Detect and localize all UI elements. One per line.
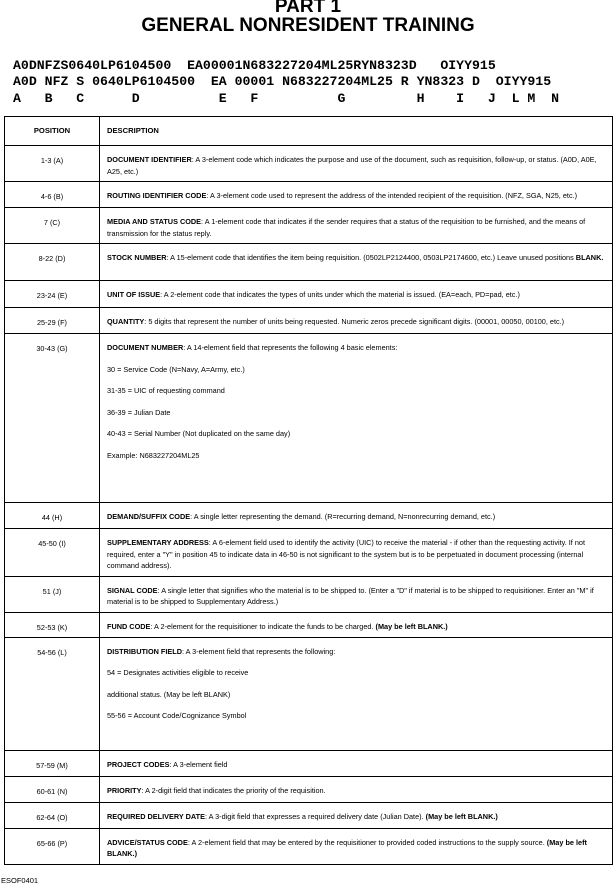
- description-text: [107, 216, 608, 239]
- description-cell: [100, 529, 613, 577]
- position-cell: 25-29 (F): [5, 308, 100, 334]
- description-text: [107, 837, 608, 860]
- field-label: SIGNAL CODE: [107, 585, 158, 595]
- position-cell: 30-43 (G): [5, 334, 100, 503]
- field-label: PROJECT CODES: [107, 759, 170, 769]
- field-label: PRIORITY: [107, 785, 142, 795]
- position-description-table: [4, 116, 613, 865]
- description-cell: [100, 750, 613, 776]
- description-text: [107, 759, 608, 771]
- table-row: [5, 576, 613, 612]
- description-cell: [100, 308, 613, 334]
- field-description: : A 3-element field: [169, 759, 228, 769]
- field-description: : A 15-element code that identifies the item being requisition. (0502LP2124400, 0503LP2174600, etc.) Leave unused positions: [166, 253, 576, 262]
- field-description: : A 14-element field that represents the following 4 basic elements:: [183, 343, 398, 352]
- description-text: [107, 252, 608, 264]
- field-description: : A 2-element for the requisitioner to indicate the funds to be charged.: [150, 621, 376, 631]
- table-row: [5, 802, 613, 828]
- position-cell: 4-6 (B): [5, 182, 100, 208]
- description-cell: [100, 244, 613, 281]
- sub-element-line: 30 = Service Code (N=Navy, A=Army, etc.): [107, 364, 245, 374]
- field-label: QUANTITY: [107, 317, 145, 326]
- field-label: UNIT OF ISSUE: [107, 290, 161, 299]
- document-code: ESOF0401: [1, 876, 39, 885]
- table-header-row: [5, 117, 613, 146]
- field-description: : A 2-digit field that indicates the priority of the requisition.: [141, 785, 326, 795]
- position-cell: 45-50 (I): [5, 529, 100, 577]
- description-text: [107, 811, 608, 823]
- field-description: : A 3-element code which indicates the purpose and use of the document, such as requisition, follow-up, or status. (A0D, A0E, A25, etc.): [107, 155, 597, 176]
- description-cell: [100, 208, 613, 244]
- table-row: [5, 146, 613, 182]
- description-text: [107, 537, 608, 572]
- column-header-description: DESCRIPTION: [100, 117, 613, 146]
- sub-element-line: 36-39 = Julian Date: [107, 407, 171, 417]
- description-cell: [100, 776, 613, 802]
- field-label: MEDIA AND STATUS CODE: [107, 217, 202, 226]
- column-header-position: POSITION: [5, 117, 100, 146]
- field-description: : A 1-element code that indicates if the sender requires that a status of the requisition to be furnished, and the means of transmission for the status reply.: [107, 217, 586, 238]
- position-cell: 8-22 (D): [5, 244, 100, 281]
- table-row: [5, 281, 613, 308]
- description-cell: [100, 576, 613, 612]
- table-row: [5, 208, 613, 244]
- description-text: [107, 646, 608, 658]
- example-code-letter-key: A B C D E F G H I J L M N: [13, 91, 560, 106]
- example-code-spaced-line: A0D NFZ S 0640LP6104500 EA 00001 N683227204ML25 R YN8323 D OIYY915: [13, 74, 552, 89]
- field-note: (May be left BLANK.): [107, 837, 587, 858]
- field-description: : A 2-element field that may be entered by the requisitioner to provided coded instructions to the supply source.: [187, 837, 547, 847]
- description-cell: [100, 182, 613, 208]
- position-cell: 1-3 (A): [5, 146, 100, 182]
- field-description: : A single letter representing the demand. (R=recurring demand, N=nonrecurring demand, etc.): [190, 512, 496, 521]
- field-note: (May be left BLANK.): [425, 811, 498, 821]
- sub-element-line: 40-43 = Serial Number (Not duplicated on the same day): [107, 429, 291, 438]
- position-cell: 7 (C): [5, 208, 100, 244]
- field-label: DOCUMENT IDENTIFIER: [107, 155, 192, 164]
- field-label: DOCUMENT NUMBER: [107, 343, 184, 352]
- sub-element-line: 31-35 = UIC of requesting command: [107, 386, 225, 395]
- position-cell: 52-53 (K): [5, 612, 100, 637]
- page-subtitle: GENERAL NONRESIDENT TRAINING: [141, 15, 475, 36]
- description-text: [107, 316, 608, 328]
- sub-element-line: Example: N683227204ML25: [107, 450, 200, 460]
- example-code-line: A0DNFZS0640LP6104500 EA00001N683227204ML25RYN8323D OIYY915: [13, 58, 496, 73]
- description-cell: [100, 802, 613, 828]
- position-cell: 65-66 (P): [5, 828, 100, 864]
- position-cell: 44 (H): [5, 503, 100, 529]
- field-label: DISTRIBUTION FIELD: [107, 646, 182, 656]
- position-cell: 54-56 (L): [5, 637, 100, 750]
- sub-element-line: 54 = Designates activities eligible to receive: [107, 668, 249, 677]
- field-label: STOCK NUMBER: [107, 253, 167, 262]
- description-cell: [100, 334, 613, 503]
- sub-element-line: additional status. (May be left BLANK): [107, 689, 231, 699]
- description-cell: [100, 503, 613, 529]
- description-text: [107, 511, 608, 523]
- field-note: (May be left BLANK.): [375, 621, 448, 631]
- description-cell: [100, 146, 613, 182]
- table-row: [5, 244, 613, 281]
- description-text: [107, 154, 608, 177]
- description-cell: [100, 612, 613, 637]
- description-cell: [100, 828, 613, 864]
- field-description: : A 2-element code that indicates the types of units under which the material is issued. (EA=each, PD=pad, etc.): [160, 290, 520, 299]
- description-text: [107, 585, 608, 608]
- field-label: SUPPLEMENTARY ADDRESS: [107, 538, 209, 547]
- field-description: : 5 digits that represent the number of units being requested. Numeric zeros precede significant digits. (00001, 00050, 00100, etc.): [144, 317, 565, 326]
- table-row: [5, 529, 613, 577]
- description-cell: [100, 637, 613, 750]
- description-text: [107, 190, 608, 202]
- field-label: REQUIRED DELIVERY DATE: [107, 811, 205, 821]
- field-description: : A 3-element field that represents the following:: [182, 646, 336, 656]
- position-cell: 51 (J): [5, 576, 100, 612]
- field-label: ADVICE/STATUS CODE: [107, 837, 188, 847]
- position-cell: 62-64 (O): [5, 802, 100, 828]
- table-row: [5, 750, 613, 776]
- page-title: PART 1: [274, 0, 342, 17]
- description-text: [107, 785, 608, 797]
- field-label: ROUTING IDENTIFIER CODE: [107, 191, 207, 200]
- field-label: DEMAND/SUFFIX CODE: [107, 512, 191, 521]
- position-cell: 23-24 (E): [5, 281, 100, 308]
- description-cell: [100, 281, 613, 308]
- description-text: [107, 289, 608, 301]
- table-row: [5, 334, 613, 503]
- position-cell: 57-59 (M): [5, 750, 100, 776]
- table-row: [5, 612, 613, 637]
- sub-element-line: 55-56 = Account Code/Cognizance Symbol: [107, 711, 247, 720]
- field-description: : A 3-digit field that expresses a required delivery date (Julian Date).: [204, 811, 426, 821]
- table-row: [5, 637, 613, 750]
- position-cell: 60-61 (N): [5, 776, 100, 802]
- field-description: : A single letter that signifies who the material is to be shipped to. (Enter a "D" if material is to be shipped to requisitioner. Enter an "M" if material is to be shipped to Supplementary Address.): [107, 585, 594, 606]
- field-label: FUND CODE: [107, 621, 151, 631]
- table-row: [5, 503, 613, 529]
- field-description: : A 3-element code used to represent the address of the intended recipient of the requisition. (NFZ, SGA, N25, etc.): [206, 191, 578, 200]
- field-note: BLANK.: [575, 253, 604, 262]
- description-text: [107, 621, 608, 633]
- table-row: [5, 776, 613, 802]
- table-row: [5, 308, 613, 334]
- table-row: [5, 828, 613, 864]
- field-description: : A 6-element field used to identify the activity (UIC) to receive the material - if other than the requesting activity. If not required, enter a "Y" in position 45 to indicate data in 46-50 is not significant to the system but is to be perpetuated in document processing (internal command address).: [107, 538, 586, 570]
- table-row: [5, 182, 613, 208]
- description-text: [107, 342, 608, 354]
